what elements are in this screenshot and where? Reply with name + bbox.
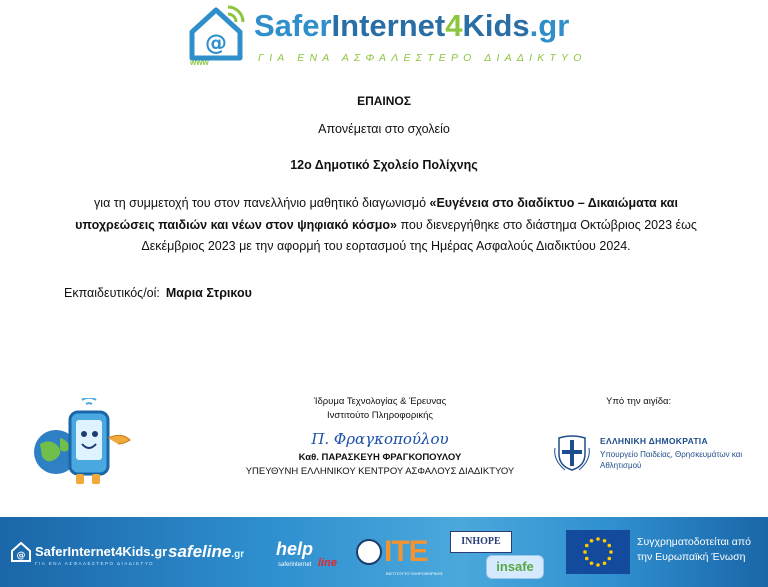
- svg-text:Π. Φραγκοπούλου: Π. Φραγκοπούλου: [311, 430, 449, 448]
- footer-bar: [0, 517, 768, 587]
- award-description: για τη συμμετοχή του στον πανελλήνιο μαθητικό διαγωνισμό «Ευγένεια στο διαδίκτυο – Δικαιώματα και υποχρεώσεις παιδιών και νέων στον ψηφιακό κόσμο» που διενεργήθηκε στο διάστημα Οκτώβριος 2023 έως Δεκέμβριος 2023 με την αφορμή του εορτασμού της Ημέρας Ασφαλούς Διαδικτύου 2024.: [75, 196, 697, 253]
- footer-inhope-logo: INHOPE: [450, 531, 512, 553]
- tablet-mascot-icon: [30, 398, 134, 490]
- svg-text:@: @: [205, 31, 227, 56]
- handwritten-signature: [300, 424, 460, 452]
- eu-star: [603, 561, 607, 565]
- eu-star: [607, 557, 611, 561]
- ite-circle-icon: [356, 539, 382, 565]
- site-name: SaferInternet4Kids.gr: [254, 8, 570, 43]
- eu-star: [596, 537, 600, 541]
- signatory-institute: Ινστιτούτο Πληροφορικής: [327, 410, 433, 421]
- signatory-org: Ίδρυμα Τεχνολογίας & Έρευνας: [313, 396, 447, 407]
- eu-star: [585, 544, 589, 548]
- eu-star: [585, 557, 589, 561]
- signatory-name: Καθ. ΠΑΡΑΣΚΕΥΗ ΦΡΑΓΚΟΠΟΥΛΟΥ: [298, 452, 462, 463]
- footer-saferinternet-logo: @ SaferInternet4Kids.gr ΓΙΑ ΕΝΑ ΑΣΦΑΛΕΣΤΕΡΟ ΔΙΑΔΙΚΤΥΟ: [10, 539, 170, 569]
- educators-label: Εκπαιδευτικός/οί:: [64, 286, 160, 300]
- footer-insafe-logo: insafe: [486, 555, 544, 579]
- www-label: www: [190, 58, 209, 67]
- eu-star: [583, 550, 587, 554]
- header-logo: [184, 2, 604, 72]
- ministry-label: Υπουργείο Παιδείας, Θρησκευμάτων και Αθλητισμού: [600, 450, 743, 470]
- eu-funding-text: Συγχρηματοδοτείται από την Ευρωπαϊκή Ένωση: [637, 536, 751, 563]
- eu-star: [603, 539, 607, 543]
- eu-star: [590, 561, 594, 565]
- footer-ite-logo: ITE ΙΝΣΤΙΤΟΥΤΟ ΠΛΗΡΟΦΟΡΙΚΗΣ: [356, 535, 436, 579]
- at-home-wifi-icon: [184, 2, 248, 66]
- auspices-label: Υπό την αιγίδα:: [606, 396, 672, 407]
- educators-name: Μαρια Στρικου: [165, 286, 252, 300]
- award-title: ΕΠΑΙΝΟΣ: [357, 94, 411, 108]
- educators-line: [64, 286, 252, 300]
- at-home-icon: [10, 541, 32, 563]
- eu-star: [596, 563, 600, 567]
- competition-name: «Ευγένεια στο διαδίκτυο – Δικαιώματα και υποχρεώσεις παιδιών και νέων στον ψηφιακό κόσμο»: [75, 196, 678, 232]
- svg-text:@: @: [16, 551, 26, 561]
- greek-coat-of-arms-icon: [553, 434, 591, 472]
- site-tagline: ΓΙΑ ΕΝΑ ΑΣΦΑΛΕΣΤΕΡΟ ΔΙΑΔΙΚΤΥΟ: [258, 52, 587, 64]
- greek-republic-label: ΕΛΛΗΝΙΚΗ ΔΗΜΟΚΡΑΤΙΑ: [600, 436, 708, 446]
- eu-star: [590, 539, 594, 543]
- signatory-role: ΥΠΕΥΘΥΝΗ ΕΛΛΗΝΙΚΟΥ ΚΕΝΤΡΟΥ ΑΣΦΑΛΟΥΣ ΔΙΑΔΙΚΤΥΟΥ: [245, 466, 515, 477]
- eu-star: [609, 550, 613, 554]
- eu-flag-icon: [566, 530, 630, 574]
- footer-safeline-logo: safeline.gr: [168, 542, 245, 561]
- school-name: 12ο Δημοτικό Σχολείο Πολίχνης: [290, 158, 478, 172]
- given-to-text: Απονέμεται στο σχολείο: [318, 122, 450, 136]
- eu-star: [607, 544, 611, 548]
- footer-helpline-logo: help line saferinternet: [276, 539, 337, 569]
